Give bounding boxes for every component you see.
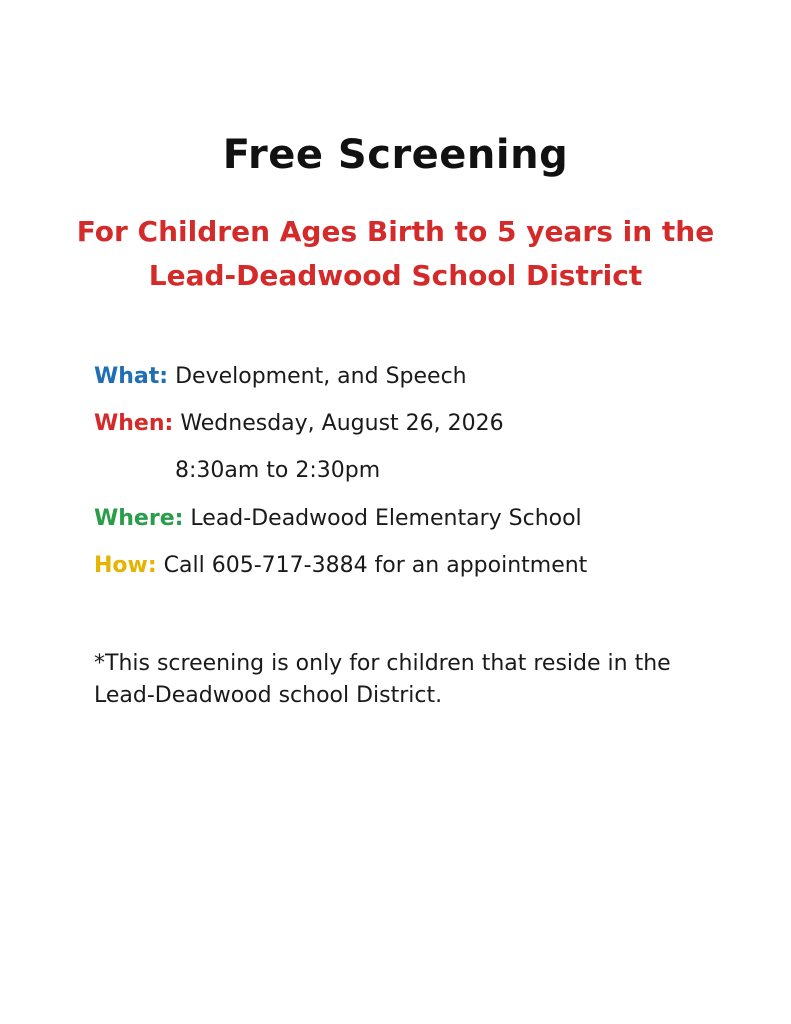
where-value: Lead-Deadwood Elementary School bbox=[190, 506, 582, 531]
detail-time bbox=[175, 458, 380, 483]
what-label: What: bbox=[94, 364, 169, 389]
how-value: Call 605-717-3884 for an appointment bbox=[163, 553, 588, 578]
where-label: Where: bbox=[94, 506, 184, 531]
detail-where bbox=[94, 506, 582, 531]
detail-how bbox=[94, 553, 587, 578]
time-value: 8:30am to 2:30pm bbox=[175, 458, 381, 483]
eligibility-note: *This screening is only for children that reside in the Lead-Deadwood school District. bbox=[94, 651, 671, 708]
when-label: When: bbox=[94, 411, 174, 436]
how-label: How: bbox=[94, 553, 157, 578]
what-value: Development, and Speech bbox=[175, 364, 467, 389]
detail-when bbox=[94, 411, 504, 436]
flyer-title: Free Screening bbox=[222, 132, 569, 178]
when-value: Wednesday, August 26, 2026 bbox=[180, 411, 504, 436]
flyer-subtitle: For Children Ages Birth to 5 years in the Lead-Deadwood School District bbox=[76, 215, 715, 292]
detail-what bbox=[94, 364, 467, 389]
